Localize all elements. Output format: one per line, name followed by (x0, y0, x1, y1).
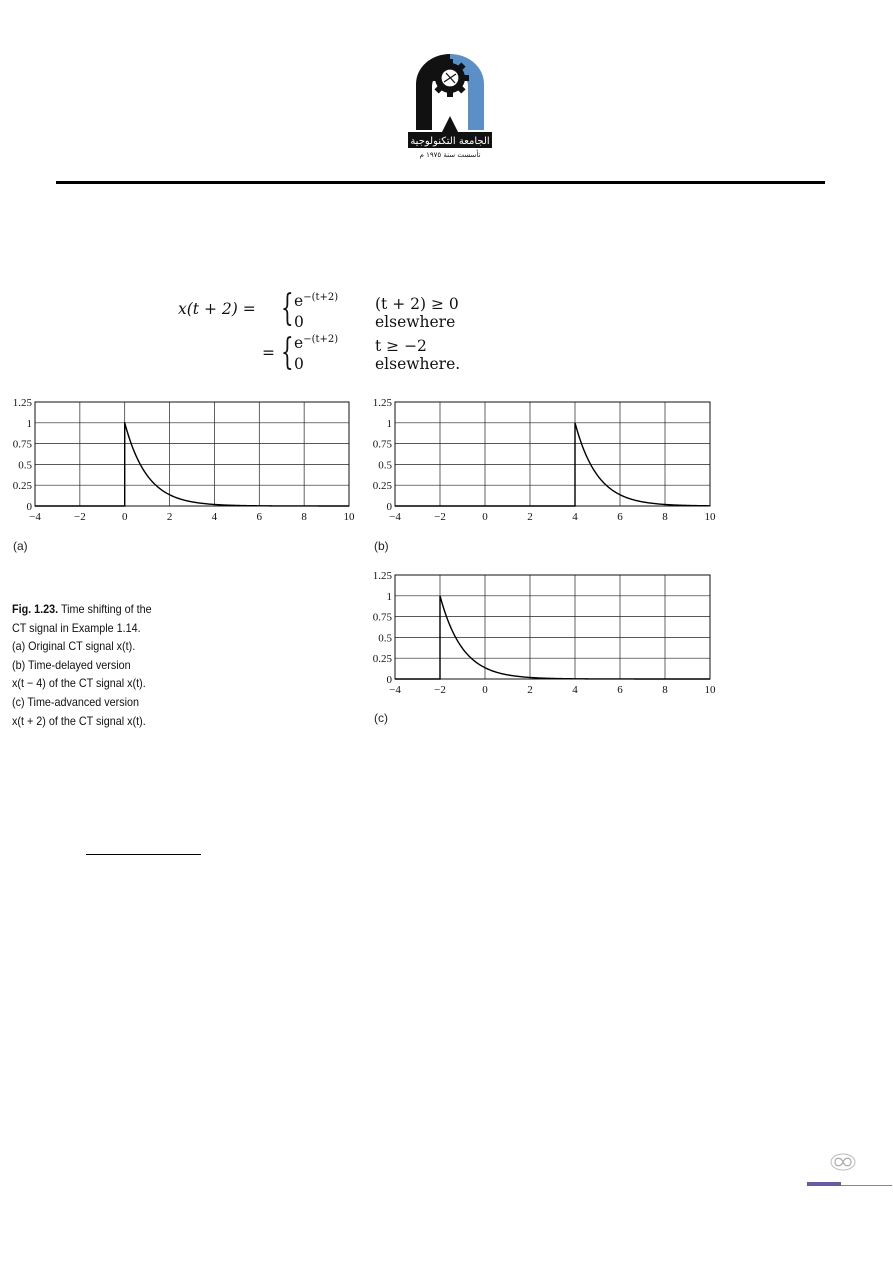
university-logo (404, 52, 496, 160)
y-tick-label: 0 (386, 501, 392, 513)
x-tick-label: 6 (617, 511, 623, 523)
x-tick-label: 2 (527, 684, 533, 696)
x-tick-label: 10 (704, 684, 716, 696)
x-tick-label: −2 (73, 511, 86, 523)
chart-svg (360, 392, 722, 526)
caption-line-7: x(t + 2) of the CT signal x(t). (12, 714, 146, 728)
y-tick-label: 0.25 (372, 480, 392, 493)
x-tick-label: 6 (256, 511, 263, 523)
chart-panel-b (360, 392, 722, 531)
y-tick-label: 0.75 (12, 438, 32, 451)
caption-line-1: Fig. 1.23. Time shifting of the (12, 603, 152, 616)
header-divider (56, 181, 825, 184)
caption-line-4: (b) Time-delayed version (12, 658, 131, 672)
y-tick-label: 0.75 (372, 438, 392, 451)
panel-label-c: (c) (374, 711, 388, 725)
equation-line2-condition: elsewhere (375, 313, 456, 331)
infinity-icon (830, 1152, 856, 1172)
plot-frame (395, 575, 710, 679)
x-tick-label: 0 (121, 511, 128, 523)
panel-label-a: (a) (13, 539, 28, 553)
equation-line4-expr: 0 (294, 355, 304, 373)
x-tick-label: −2 (434, 684, 446, 696)
plot-frame (35, 402, 349, 506)
x-tick-label: 2 (166, 511, 173, 523)
y-tick-label: 1.25 (12, 397, 32, 409)
caption-line-2: CT signal in Example 1.14. (12, 621, 141, 635)
x-tick-label: 8 (662, 511, 668, 523)
y-tick-label: 0.25 (12, 480, 32, 493)
y-tick-label: 0.5 (378, 459, 392, 472)
equation-line1-expr: $e^{-(t+2)}$ (294, 292, 339, 311)
equation-line2-expr: 0 (294, 313, 304, 331)
equation-line3-expr: $e^{-(t+2)}$ (294, 334, 339, 353)
footer-accent-bar (807, 1182, 841, 1186)
caption-line-6: (c) Time-advanced version (12, 695, 140, 709)
x-tick-label: 8 (662, 684, 668, 696)
y-tick-label: 0 (26, 501, 32, 513)
x-tick-label: 10 (704, 511, 716, 523)
equation-equals: = (262, 344, 275, 362)
plot-frame (395, 402, 710, 506)
equation-line4-condition: elsewhere. (375, 355, 461, 373)
chart-svg (0, 392, 361, 526)
x-tick-label: −2 (434, 511, 446, 523)
x-tick-label: −4 (29, 511, 41, 523)
y-tick-label: 1 (386, 590, 392, 603)
y-tick-label: 1 (26, 417, 32, 430)
equation-line1-condition: (t + 2) ≥ 0 (375, 295, 459, 313)
underline-mark (86, 854, 201, 855)
logo-arabic-subtitle: تأسست سنة ١٩٧٥ م (419, 151, 481, 159)
caption-line-5: x(t − 4) of the CT signal x(t). (12, 677, 146, 691)
chart-panel-a (0, 392, 361, 531)
x-tick-label: 6 (617, 684, 623, 696)
footer-line (841, 1185, 892, 1186)
x-tick-label: 4 (211, 511, 218, 523)
equation-lhs: x(t + 2) = (178, 300, 256, 318)
equation-line3-condition: t ≥ −2 (375, 337, 427, 355)
x-tick-label: 0 (482, 511, 488, 523)
x-tick-label: 0 (482, 684, 488, 696)
x-tick-label: −4 (389, 511, 401, 523)
y-tick-label: 0.5 (18, 459, 32, 472)
equation-brace-1: { (281, 288, 294, 329)
y-tick-label: 1 (386, 417, 392, 430)
logo-arabic-name: الجامعة التكنولوجية (410, 136, 490, 147)
x-tick-label: 2 (527, 511, 533, 523)
y-tick-label: 1.25 (372, 397, 392, 409)
y-tick-label: 0 (386, 674, 392, 686)
y-tick-label: 0.25 (372, 653, 392, 666)
caption-line-3: (a) Original CT signal x(t). (12, 640, 136, 654)
y-tick-label: 0.5 (378, 632, 392, 645)
y-tick-label: 1.25 (372, 570, 392, 582)
x-tick-label: 10 (343, 511, 355, 523)
y-tick-label: 0.75 (372, 611, 392, 624)
figure-caption (12, 601, 179, 731)
panel-label-b: (b) (374, 539, 389, 553)
x-tick-label: −4 (389, 684, 401, 696)
chart-panel-c (360, 565, 722, 704)
x-tick-label: 4 (572, 684, 578, 696)
x-tick-label: 4 (572, 511, 578, 523)
x-tick-label: 8 (301, 511, 307, 523)
equation-brace-2: { (281, 332, 294, 373)
chart-svg (360, 565, 722, 699)
